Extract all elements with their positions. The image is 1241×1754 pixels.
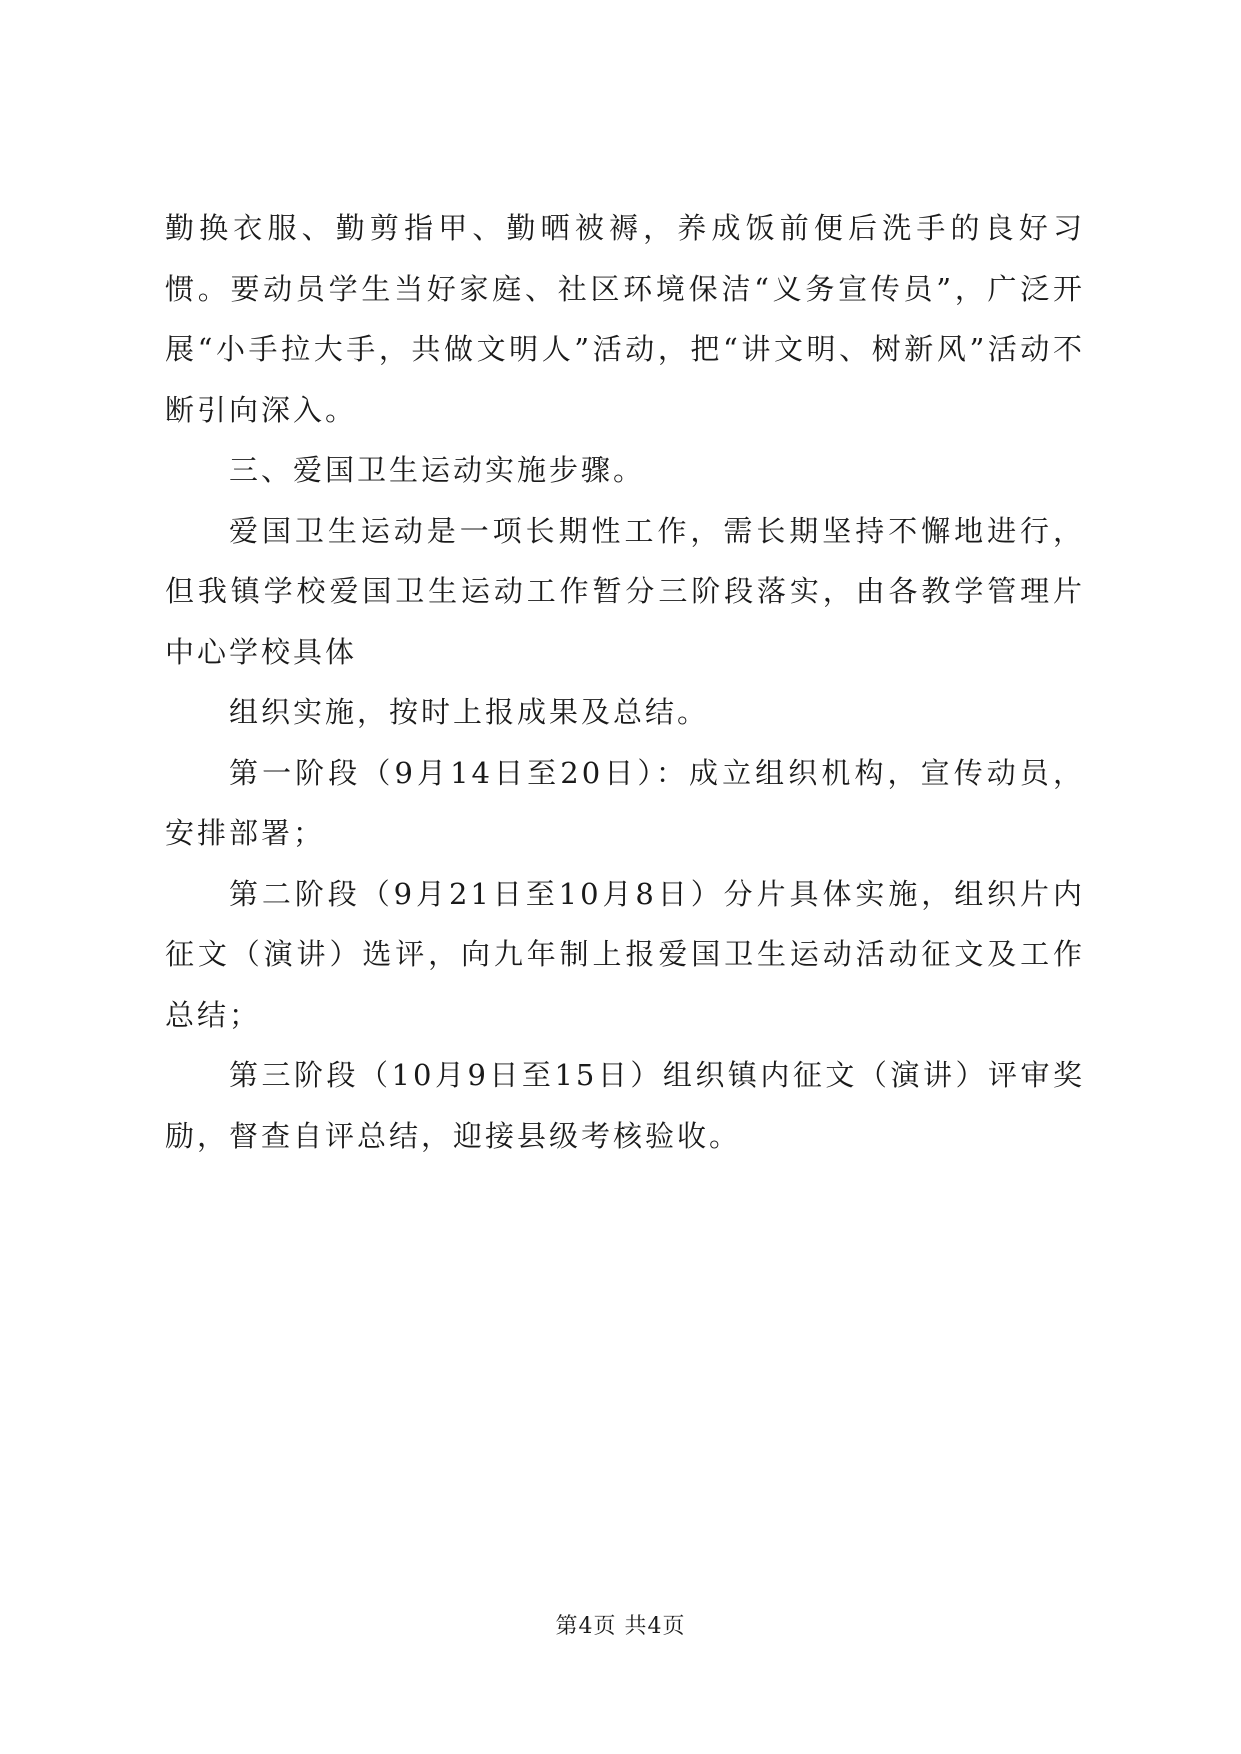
paragraph-continued: 组织实施，按时上报成果及总结。 xyxy=(229,695,710,729)
paragraph-stage-one: 第一阶段（9月14日至20日）：成立组织机构，宣传动员，安排部署； xyxy=(165,755,1085,850)
paragraph-intro: 爱国卫生运动是一项长期性工作，需长期坚持不懈地进行，但我镇学校爱国卫生运动工作暂分三阶段落实，由各教学管理片中心学校具体 xyxy=(165,513,1085,669)
paragraph-continuation: 勤换衣服、勤剪指甲、勤晒被褥，养成饭前便后洗手的良好习惯。要动员学生当好家庭、社区环境保洁“义务宣传员”，广泛开展“小手拉大手，共做文明人”活动，把“讲文明、树新风”活动不断引向深入。 xyxy=(165,211,1085,427)
section-heading: 三、爱国卫生运动实施步骤。 xyxy=(229,453,646,487)
paragraph-stage-three: 第三阶段（10月9日至15日）组织镇内征文（演讲）评审奖励，督查自评总结，迎接县级考核验收。 xyxy=(165,1058,1085,1153)
paragraph-stage-two: 第二阶段（9月21日至10月8日）分片具体实施，组织片内征文（演讲）选评，向九年制上报爱国卫生运动活动征文及工作总结； xyxy=(165,876,1085,1032)
page-number-footer: 第4页 共4页 xyxy=(555,1614,686,1639)
document-body xyxy=(165,198,1085,1166)
